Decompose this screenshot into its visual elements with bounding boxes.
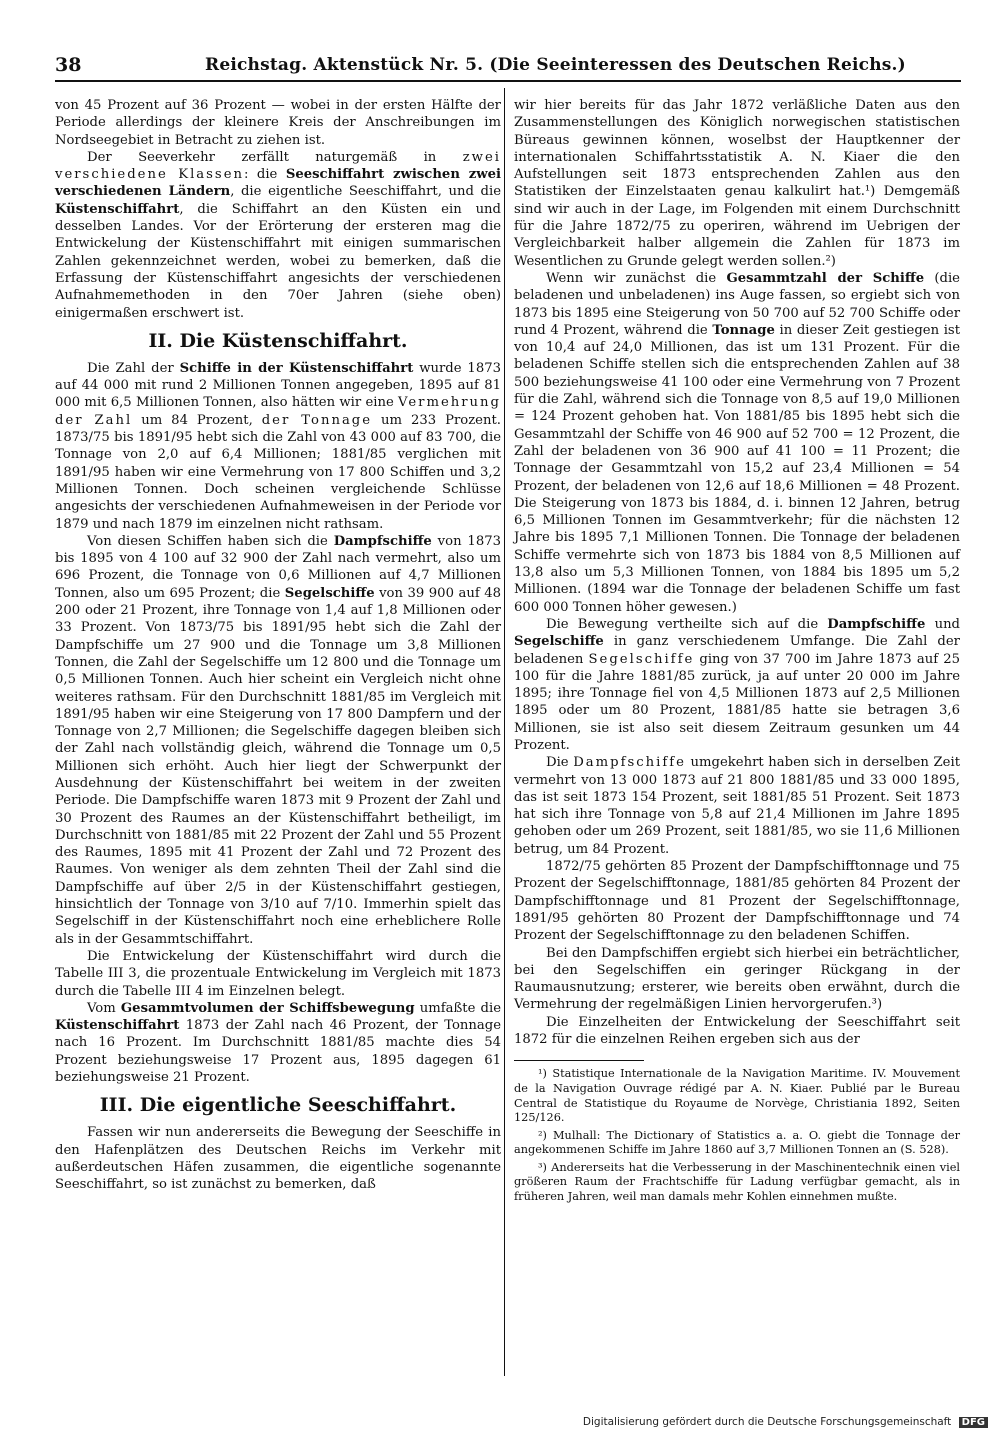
paragraph: wir hier bereits für das Jahr 1872 verläßliche Daten aus den Zusammenstellungen des Königlich norwegischen statistischen Büreaus gewinnen können, woselbst der Hauptkenner der internationalen Schiffahrtsstatistik A. N. Kiaer die den Aufstellungen seit 1873 entsprechenden Zahlen aus den Statistiken der Einzelstaaten genau kalkulirt hat.¹) Demgemäß sind wir auch in der Lage, im Folgenden mit einem Durchschnitt für die Jahre 1872/75 zu operiren, während im Uebrigen der Vergleichbarkeit halber allgemein die Zahlen für 1873 im Wesentlichen zu Grunde gelegt werden sollen.²) [514,98,960,269]
page-number: 38 [55,54,82,76]
paragraph: von 45 Prozent auf 36 Prozent — wobei in der ersten Hälfte der Periode allerdings der kleinere Kreis der Anschreibungen im Nordseegebiet in Betracht zu ziehen ist. [55,98,501,148]
footnote: ³) Andererseits hat die Verbesserung in der Maschinentechnik einen viel größeren Raum der Frachtschiffe für Ladung verfügbar gemacht, als in früheren Jahren, weil man damals mehr Kohlen einnehmen mußte. [514,1160,960,1204]
footnote: ¹) Statistique Internationale de la Navigation Maritime. IV. Mouvement de la Navigation Ouvrage rédigé par A. N. Kiaer. Publié par le Bureau Central de Statistique du Royaume de Norvège, Christiania 1892, Seiten 125/126. [514,1067,960,1125]
paragraph: Die Zahl der Schiffe in der Küstenschiffahrt wurde 1873 auf 44 000 mit rund 2 Millionen Tonnen angegeben, 1895 auf 81 000 mit 6,5 Millionen Tonnen, also hätten wir eine Vermehrung der Zahl um 84 Prozent, der Tonnage um 233 Prozent. 1873/75 bis 1891/95 hebt sich die Zahl von 43 000 auf 83 700, die Tonnage von 2,0 auf 6,4 Millionen; 1881/85 verglichen mit 1891/95 haben wir eine Vermehrung von 17 800 Schiffen und 3,2 Millionen Tonnen. Doch scheinen vergleichende Schlüsse angesichts der verschiedenen Aufnahmeweisen in der Periode vor 1879 und nach 1879 im einzelnen nicht rathsam. [55,360,501,532]
page-header [55,48,960,82]
section-heading: III. Die eigentliche Seeschiffahrt. [99,1094,457,1117]
paragraph: Der Seeverkehr zerfällt naturgemäß in zwei verschiedene Klassen: die Seeschiffahrt zwischen zwei verschiedenen Ländern, die eigentliche Seeschiffahrt, und die Küstenschiffahrt, die Schiffahrt an den Küsten ein und desselben Landes. Vor der Erörterung der ersteren mag die Entwickelung der Küstenschiffahrt mit einigen summarischen Zahlen gekennzeichnet werden, wobei zu bemerken, daß die Erfassung der Küstenschiffahrt angesichts der verschiedenen Aufnahmemethoden in den 70er Jahren (siehe oben) einigermaßen erschwert ist. [55,149,502,321]
paragraph: 1872/75 gehörten 85 Prozent der Dampfschifftonnage und 75 Prozent der Segelschifftonnage, 1881/85 gehörten 84 Prozent der Dampfschifftonnage und 81 Prozent der Segelschifftonnage, 1891/95 gehörten 80 Prozent der Dampfschifftonnage und 74 Prozent der Segelschifftonnage zu den beladenen Schiffen. [514,859,960,944]
paragraph: Von diesen Schiffen haben sich die Dampfschiffe von 1873 bis 1895 von 4 100 auf 32 900 der Zahl nach vermehrt, also um 696 Prozent, die Tonnage von 0,6 Millionen auf 4,7 Millionen Tonnen, also um 695 Prozent; die Segelschiffe von 39 900 auf 48 200 oder 21 Prozent, ihre Tonnage von 1,4 auf 1,8 Millionen oder 33 Prozent. Von 1873/75 bis 1891/95 hebt sich die Zahl der Dampfschiffe um 27 900 und die Tonnage um 3,8 Millionen Tonnen, die Zahl der Segelschiffe um 12 800 und die Tonnage um 0,5 Millionen Tonnen. Auch hier scheint ein Vergleich nicht ohne weiteres rathsam. Für den Durchschnitt 1881/85 im Vergleich mit 1891/95 haben wir eine Steigerung von 17 800 Dampfern und der Tonnage von 2,7 Millionen; die Segelschiffe dagegen bleiben sich der Zahl nach vollständig gleich, während die Tonnage um 0,5 Millionen sich erhöht. Auch hier liegt der Schwerpunkt der Ausdehnung der Küstenschiffahrt bei weitem in der zweiten Periode. Die Dampfschiffe waren 1873 mit 9 Prozent der Zahl und 30 Prozent des Raumes an der Küstenschiffahrt betheiligt, im Durchschnitt von 1881/85 mit 22 Prozent der Zahl und 55 Prozent des Raumes, 1895 mit 41 Prozent der Zahl und 72 Prozent des Raumes. Von weniger als dem zehnten Theil der Zahl sind die Dampfschiffe auf über 2/5 in der Küstenschiffahrt gestiegen, hinsichtlich der Tonnage von 3/10 auf 7/10. Immerhin spielt das Segelschiff in der Küstenschiffahrt noch eine erheblichere Rolle als in der Gesammtschiffahrt. [55,533,501,947]
paragraph: Vom Gesammtvolumen der Schiffsbewegung umfaßte die Küstenschiffahrt 1873 der Zahl nach 46 Prozent, der Tonnage nach 16 Prozent. Im Durchschnitt 1881/85 machte dies 54 Prozent beziehungsweise 17 Prozent aus, 1895 dagegen 61 beziehungsweise 21 Prozent. [55,1000,501,1086]
column-separator [504,88,505,1376]
footnote-rule [514,1060,644,1061]
running-title: Reichstag. Aktenstück Nr. 5. (Die Seeinteressen des Deutschen Reichs.) [205,55,906,75]
left-column [55,97,501,1194]
paragraph: Fassen wir nun andererseits die Bewegung der Seeschiffe in den Hafenplätzen des Deutschen Reichs im Verkehr mit außerdeutschen Häfen zusammen, die eigentliche sogenannte Seeschiffahrt, so ist zunächst zu bemerken, daß [55,1125,501,1193]
paragraph: Bei den Dampfschiffen ergiebt sich hierbei ein beträchtlicher, bei den Segelschiffen ein geringer Rückgang in der Raumausnutzung; ersterer, wie bereits oben erwähnt, durch die Vermehrung der regelmäßigen Linien hervorgerufen.³) [514,945,960,1013]
section-heading: II. Die Küstenschiffahrt. [148,329,408,352]
paragraph: Die Bewegung vertheilte sich auf die Dampfschiffe und Segelschiffe in ganz verschiedenem Umfange. Die Zahl der beladenen Segelschiffe ging von 37 700 im Jahre 1873 auf 25 100 für die Jahre 1881/85 zurück, ja auf unter 20 000 im Jahre 1895; ihre Tonnage fiel von 4,5 Millionen 1873 auf 2,5 Millionen 1895 oder um 80 Prozent, 1881/85 hatte sie betragen 3,6 Millionen, sie ist also seit diesem Zeitraum gesunken um 44 Prozent. [514,616,960,753]
header-rule [55,80,961,82]
paragraph: Die Einzelheiten der Entwickelung der Seeschiffahrt seit 1872 für die einzelnen Reihen ergeben sich aus der [514,1014,960,1048]
paragraph: Wenn wir zunächst die Gesammtzahl der Schiffe (die beladenen und unbeladenen) ins Auge fassen, so ergiebt sich von 1873 bis 1895 eine Steigerung von 50 700 auf 52 700 Schiffe oder rund 4 Prozent, während die Tonnage in dieser Zeit gestiegen ist von 10,4 auf 24,0 Millionen, das ist um 131 Prozent. Für die beladenen Schiffe stellen sich die entsprechenden Zahlen auf 38 500 beziehungsweise 41 100 oder eine Vermehrung von 7 Prozent für die Zahl, während sich die Tonnage von 8,5 auf 19,0 Millionen = 124 Prozent gehoben hat. Von 1881/85 bis 1895 hebt sich die Gesammtzahl der Schiffe von 46 900 auf 52 700 = 12 Prozent, die Zahl der beladenen von 36 900 auf 41 100 = 11 Prozent; die Tonnage der Gesammtzahl von 15,2 auf 23,4 Millionen = 54 Prozent, der beladenen von 12,6 auf 18,6 Millionen = 48 Prozent. Die Steigerung von 1873 bis 1884, d. i. binnen 12 Jahren, betrug 6,5 Millionen Tonnen im Gesammtverkehr; für die nächsten 12 Jahre bis 1895 7,1 Millionen Tonnen. Die Tonnage der beladenen Schiffe vermehrte sich von 1873 bis 1884 von 8,5 Millionen auf 13,8 also um 5,3 Millionen Tonnen, von 1884 bis 1895 um 5,2 Millionen. (1894 war die Tonnage der beladenen Schiffe um fast 600 000 Tonnen höher gewesen.) [514,270,961,615]
credit-text: Digitalisierung gefördert durch die Deutsche Forschungsgemeinschaft [582,1416,952,1428]
footnote: ²) Mulhall: The Dictionary of Statistics a. a. O. giebt die Tonnage der angekommenen Schiffe im Jahre 1860 auf 3,7 Millionen Tonnen an (S. 528). [514,1128,960,1157]
dfg-logo: DFG [959,1417,988,1428]
paragraph: Die Dampfschiffe umgekehrt haben sich in derselben Zeit vermehrt von 13 000 1873 auf 21 800 1881/85 und 33 000 1895, das ist seit 1873 154 Prozent, seit 1881/85 51 Prozent. Seit 1873 hat sich ihre Tonnage von 5,8 auf 21,4 Millionen im Jahre 1895 gehoben oder um 269 Prozent, seit 1881/85, wo sie 11,6 Millionen betrug, um 84 Prozent. [514,755,960,857]
paragraph: Die Entwickelung der Küstenschiffahrt wird durch die Tabelle III 3, die prozentuale Entwickelung im Vergleich mit 1873 durch die Tabelle III 4 im Einzelnen belegt. [55,948,501,999]
digitization-credit [583,1416,988,1428]
right-column [514,97,960,1208]
